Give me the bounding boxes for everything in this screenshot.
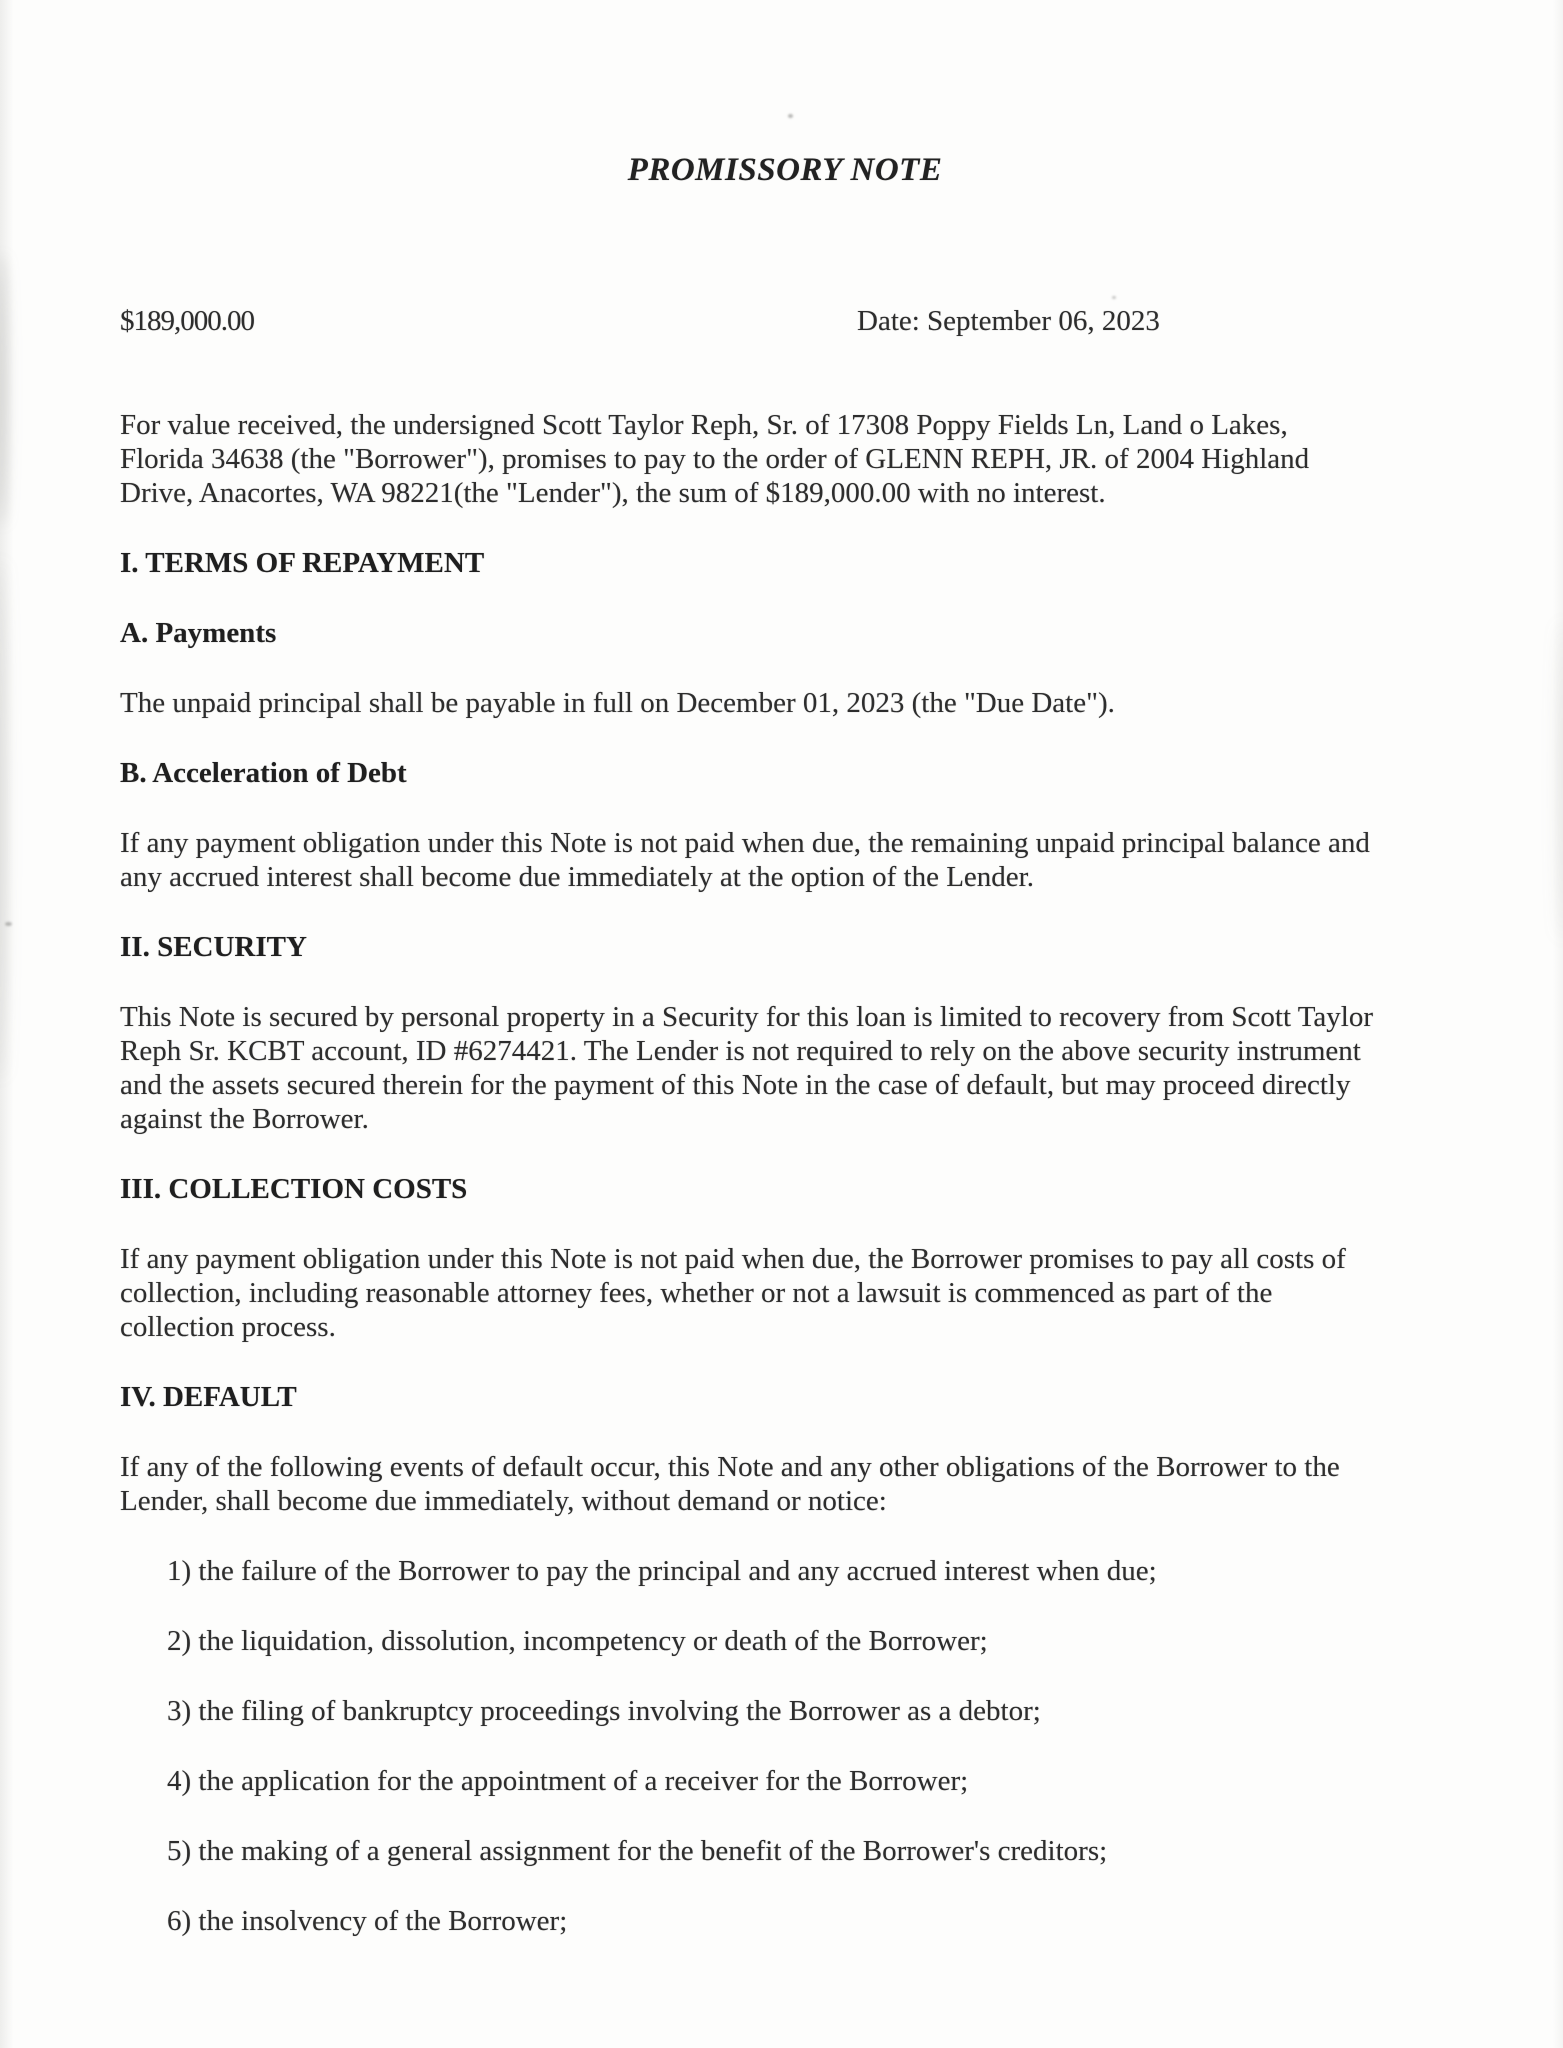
intro-paragraph — [120, 408, 1450, 510]
scan-smudge — [0, 255, 8, 525]
acceleration-paragraph — [120, 826, 1450, 894]
text-line: collection process. — [120, 1311, 336, 1343]
default-event-item: 4) the application for the appointment of a receiver for the Borrower; — [167, 1765, 969, 1797]
text-line: any accrued interest shall become due immediately at the option of the Lender. — [120, 861, 1034, 893]
text-line: This Note is secured by personal property in a Security for this loan is limited to recovery from Scott Taylor — [120, 1001, 1374, 1033]
amount-date-row — [120, 304, 1450, 338]
text-line: Reph Sr. KCBT account, ID #6274421. The Lender is not required to rely on the above security instrument — [120, 1035, 1361, 1067]
section-heading-security: II. SECURITY — [120, 931, 307, 963]
security-paragraph — [120, 1000, 1450, 1136]
scan-smudge — [1557, 620, 1563, 940]
section-heading-default: IV. DEFAULT — [120, 1381, 297, 1413]
text-line: Drive, Anacortes, WA 98221(the "Lender"), the sum of $189,000.00 with no interest. — [120, 477, 1106, 509]
default-event-item: 3) the filing of bankruptcy proceedings involving the Borrower as a debtor; — [167, 1695, 1041, 1727]
default-event-item: 6) the insolvency of the Borrower; — [167, 1905, 568, 1937]
payments-paragraph — [120, 686, 1450, 720]
text-line: The unpaid principal shall be payable in full on December 01, 2023 (the "Due Date"). — [120, 687, 1115, 719]
section-heading-terms-of-repayment: I. TERMS OF REPAYMENT — [120, 547, 485, 579]
text-line: Florida 34638 (the "Borrower"), promises to pay to the order of GLENN REPH, JR. of 2004 Highland — [120, 443, 1310, 475]
principal-amount: $189,000.00 — [120, 305, 254, 337]
default-events-list — [120, 1554, 1450, 1938]
default-intro-paragraph — [120, 1450, 1450, 1518]
text-line: collection, including reasonable attorney fees, whether or not a lawsuit is commenced as part of the — [120, 1277, 1273, 1309]
document-date: Date: September 06, 2023 — [857, 305, 1160, 337]
text-line: For value received, the undersigned Scott Taylor Reph, Sr. of 17308 Poppy Fields Ln, Land o Lakes, — [120, 409, 1288, 441]
scan-smudge — [0, 560, 6, 1080]
text-line: If any payment obligation under this Note is not paid when due, the Borrower promises to pay all costs of — [120, 1243, 1346, 1275]
text-line: If any payment obligation under this Note is not paid when due, the remaining unpaid principal balance and — [120, 827, 1370, 859]
subsection-heading-payments: A. Payments — [120, 617, 277, 649]
text-line: and the assets secured therein for the payment of this Note in the case of default, but may proceed directly — [120, 1069, 1351, 1101]
subsection-heading-acceleration-of-debt: B. Acceleration of Debt — [120, 757, 407, 789]
section-heading-collection-costs: III. COLLECTION COSTS — [120, 1173, 468, 1205]
document-title: PROMISSORY NOTE — [627, 152, 943, 188]
text-line: If any of the following events of default occur, this Note and any other obligations of the Borrower to the — [120, 1451, 1340, 1483]
default-event-item: 2) the liquidation, dissolution, incompetency or death of the Borrower; — [167, 1625, 988, 1657]
text-line: Lender, shall become due immediately, without demand or notice: — [120, 1485, 887, 1517]
collection-costs-paragraph — [120, 1242, 1450, 1344]
scan-edge-shadow-right — [1551, 0, 1563, 2048]
document-content — [120, 0, 1450, 1938]
text-line: against the Borrower. — [120, 1103, 369, 1135]
default-event-item: 1) the failure of the Borrower to pay the principal and any accrued interest when due; — [167, 1555, 1157, 1587]
default-event-item: 5) the making of a general assignment for the benefit of the Borrower's creditors; — [167, 1835, 1108, 1867]
scan-speck — [5, 922, 12, 926]
